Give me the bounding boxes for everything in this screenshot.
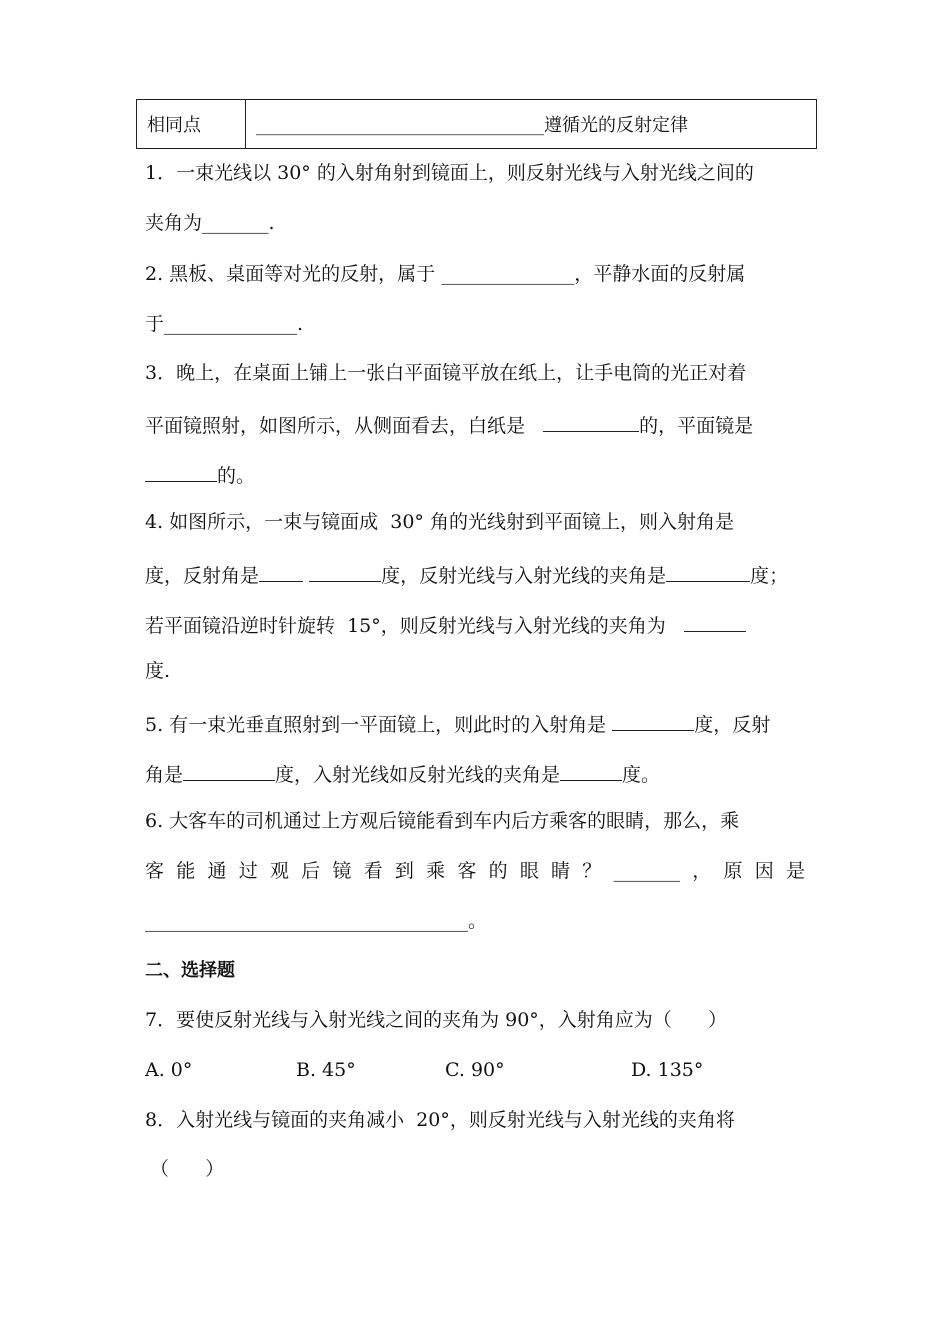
question-3-text-a: 平面镜照射，如图所示，从侧面看去，白纸是 (145, 415, 526, 437)
question-4-line-4: 度. (145, 660, 171, 682)
q6-char: 乘 (426, 860, 446, 882)
question-8-line-1: 8．入射光线与镜面的夹角减小 20°，则反射光线与入射光线的夹角将 (145, 1109, 735, 1131)
question-5-text-b: 度，反射 (694, 714, 771, 736)
question-8-line-2: （ ） (150, 1158, 225, 1180)
question-4-text-d: 若平面镜沿逆时针旋转 15°，则反射光线与入射光线的夹角为 (145, 615, 666, 637)
option-c: C. 90° (445, 1059, 505, 1081)
answer-blank (309, 563, 381, 582)
answer-blank (560, 762, 622, 781)
table-row (137, 100, 817, 149)
option-b: B. 45° (296, 1059, 356, 1081)
question-5-text-c: 角是 (145, 764, 184, 786)
question-5-line-2 (145, 762, 660, 785)
question-2-line-2: 于______________. (145, 313, 304, 335)
table-cell-label: 相同点 (137, 100, 246, 149)
option-a: A. 0° (145, 1059, 193, 1081)
question-4-line-2 (145, 563, 788, 586)
question-2-line-1: 2. 黑板、桌面等对光的反射，属于 ______________，平静水面的反射属 (145, 263, 746, 285)
q6-char: ？ (582, 860, 602, 882)
question-3-line-3 (145, 463, 255, 486)
q6-char: 看 (363, 860, 383, 882)
q6-char: 眼 (519, 860, 539, 882)
question-5-text-d: 度，入射光线如反射光线的夹角是 (275, 764, 561, 786)
question-3-text-c: 的。 (217, 465, 256, 487)
q6-char: 镜 (332, 860, 352, 882)
question-1-line-1: 1．一束光线以 30° 的入射角射到镜面上，则反射光线与入射光线之间的 (145, 162, 754, 184)
q6-char: 过 (238, 860, 258, 882)
question-3-line-2 (145, 413, 753, 436)
q6-char: 通 (207, 860, 227, 882)
q6-char: 睛 (551, 860, 571, 882)
answer-blank (259, 563, 303, 582)
q6-blank: _______ (613, 860, 681, 882)
question-5-line-1 (145, 712, 770, 735)
q6-char: 后 (301, 860, 321, 882)
q6-char: 客 (457, 860, 477, 882)
question-4-text-a: 度，反射角是 (145, 565, 260, 587)
section-2-heading: 二、选择题 (145, 960, 235, 981)
question-3-text-b: 的，平面镜是 (639, 415, 754, 437)
question-4-line-1: 4. 如图所示，一束与镜面成 30° 角的光线射到平面镜上，则入射角是 (145, 511, 734, 533)
q6-char: 客 (145, 860, 165, 882)
answer-blank (543, 413, 639, 432)
answer-blank (145, 463, 217, 482)
q6-char: 是 (785, 860, 805, 882)
question-7-stem: 7．要使反射光线与入射光线之间的夹角为 90°，入射角应为（ ） (145, 1009, 728, 1031)
option-d: D. 135° (631, 1059, 704, 1081)
answer-blank (666, 563, 750, 582)
question-3-line-1: 3．晚上，在桌面上铺上一张白平面镜平放在纸上，让手电筒的光正对着 (145, 362, 747, 384)
q6-char: 因 (754, 860, 774, 882)
question-5-text-e: 度。 (622, 764, 661, 786)
question-4-line-3 (145, 613, 746, 636)
question-6-line-2 (145, 862, 805, 881)
table-cell-content: ________________________________遵循光的反射定律 (246, 100, 817, 149)
question-1-line-2: 夹角为_______. (145, 212, 275, 234)
q6-char: 到 (394, 860, 414, 882)
q6-char: 观 (269, 860, 289, 882)
question-5-text-a: 5. 有一束光垂直照射到一平面镜上，则此时的入射角是 (145, 714, 607, 736)
q6-char: ， (692, 860, 712, 882)
comparison-table (136, 99, 817, 149)
answer-blank (612, 712, 694, 731)
question-6-line-1: 6. 大客车的司机通过上方观后镜能看到车内后方乘客的眼睛，那么，乘 (145, 810, 740, 832)
answer-blank (684, 613, 746, 632)
answer-blank (183, 762, 275, 781)
q6-char: 的 (488, 860, 508, 882)
question-4-text-c: 度； (750, 565, 789, 587)
q6-char: 能 (176, 860, 196, 882)
q6-char: 原 (723, 860, 743, 882)
question-6-line-3: __________________________________。 (145, 910, 488, 932)
question-4-text-b: 度，反射光线与入射光线的夹角是 (381, 565, 667, 587)
